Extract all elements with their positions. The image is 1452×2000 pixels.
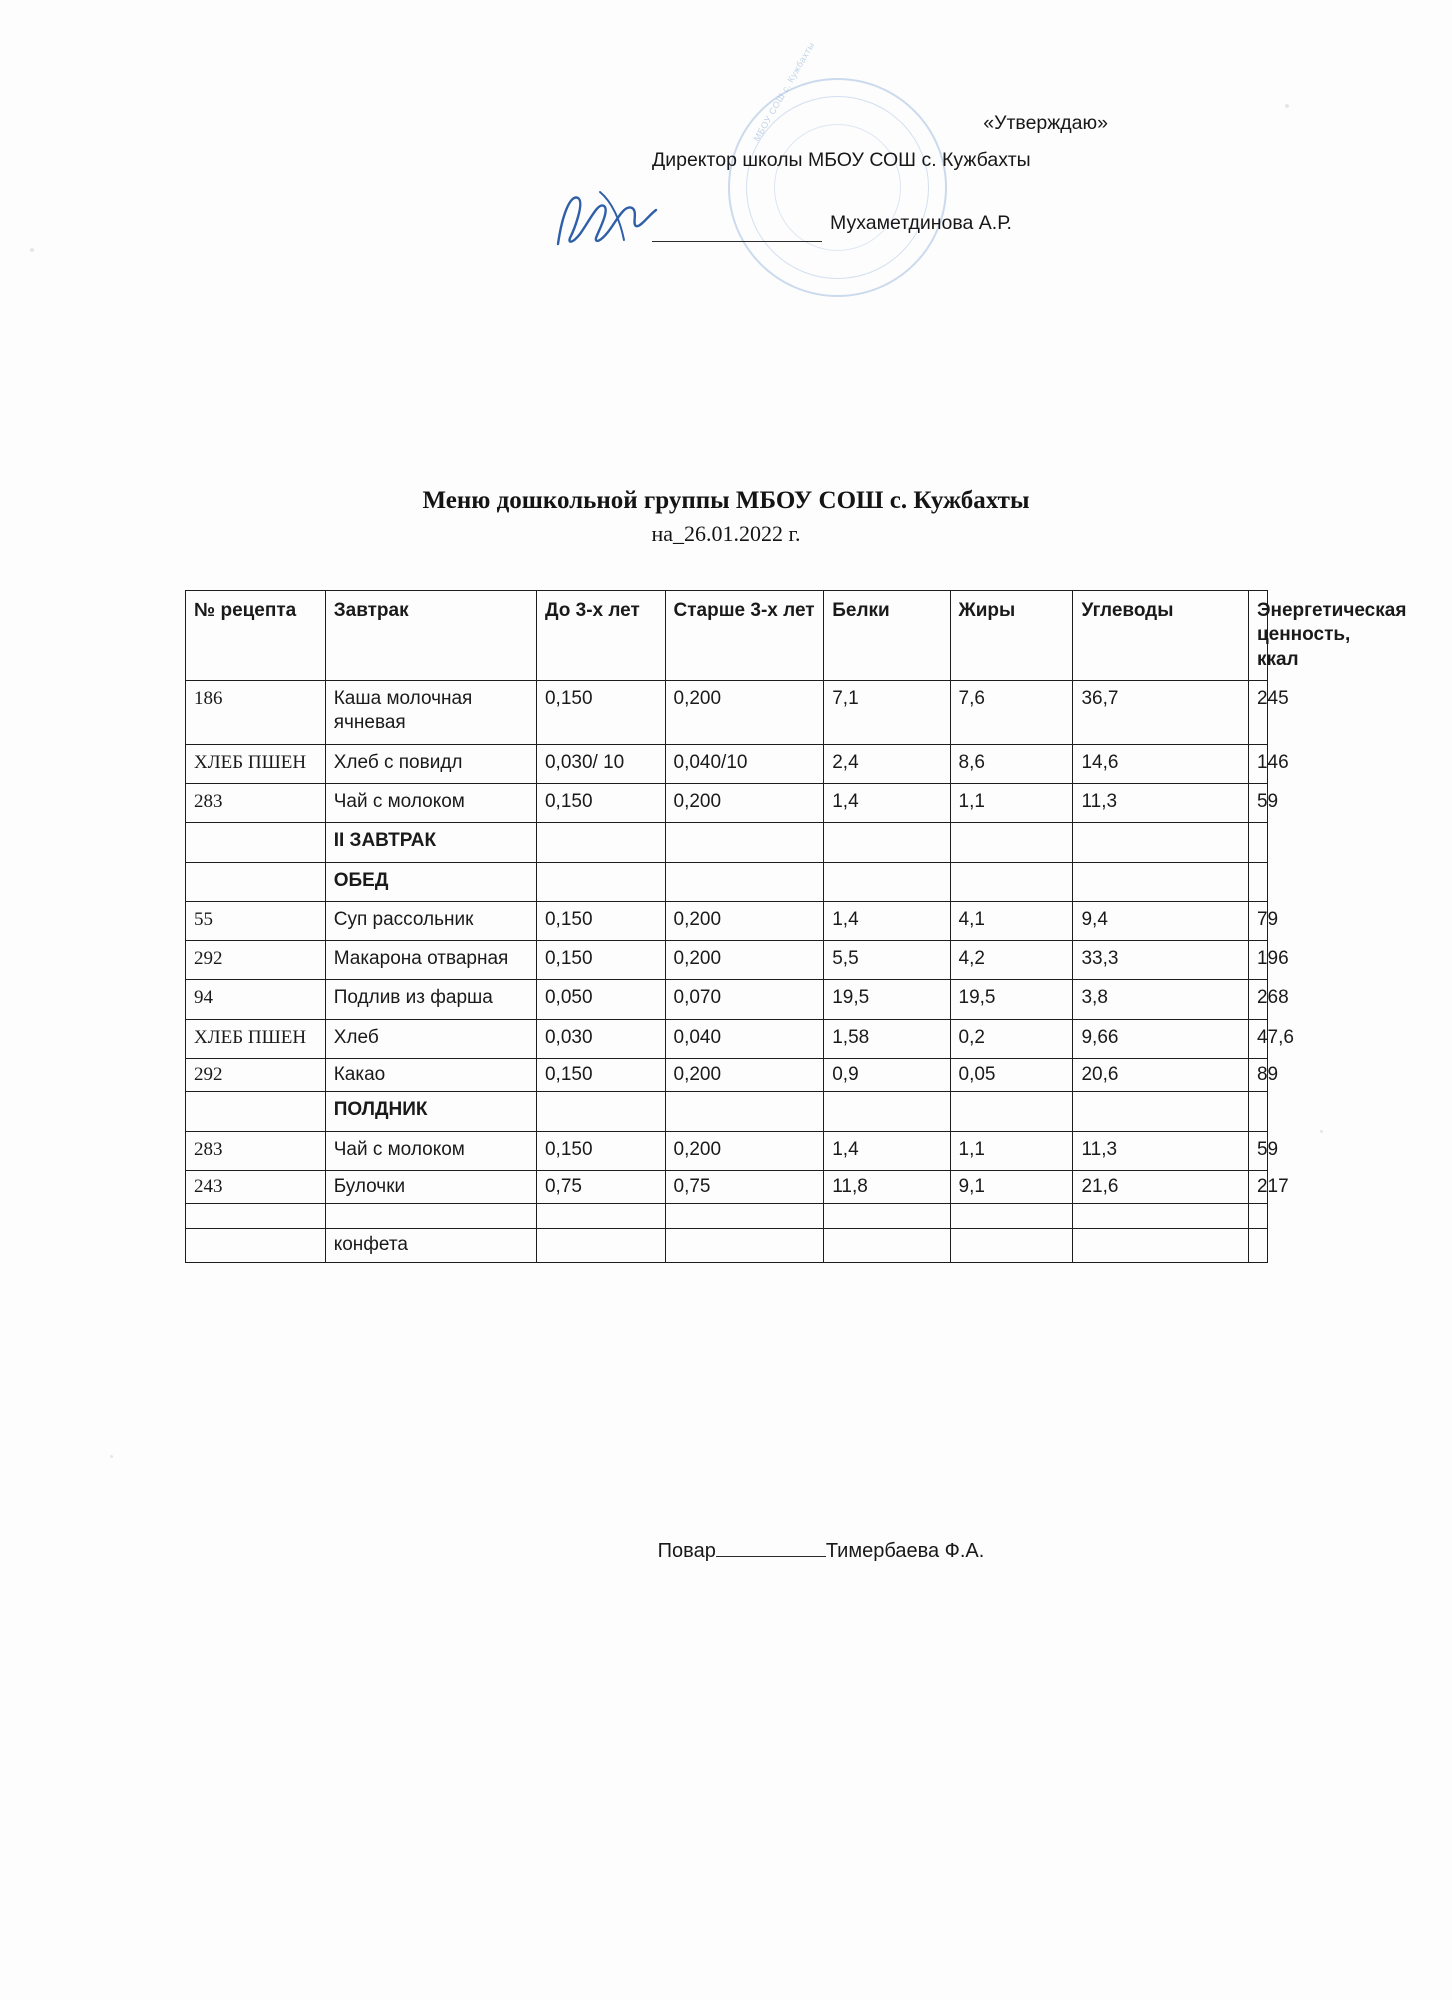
cell-dish: Чай с молоком	[325, 783, 536, 822]
cell-protein	[824, 862, 950, 901]
cell-energy: 196	[1248, 941, 1267, 980]
cell-recipe-no: 292	[186, 941, 326, 980]
cell-energy: 268	[1248, 980, 1267, 1019]
cell-protein: 7,1	[824, 680, 950, 744]
cell-protein	[824, 1092, 950, 1131]
cook-name: Тимербаева Ф.А.	[825, 1540, 985, 1562]
cell-recipe-no: 283	[186, 783, 326, 822]
cell-carbs: 3,8	[1073, 980, 1248, 1019]
cell-carbs: 14,6	[1073, 744, 1248, 783]
cell-under-3	[536, 1229, 665, 1262]
cell-energy: 217	[1248, 1171, 1267, 1204]
cell-fat: 4,2	[950, 941, 1073, 980]
cell-carbs	[1073, 1092, 1248, 1131]
cell-energy: 245	[1248, 680, 1267, 744]
col-header-energy: Энергетическая ценность, ккал	[1248, 591, 1267, 681]
cell-dish: конфета	[325, 1229, 536, 1262]
cell-fat: 1,1	[950, 783, 1073, 822]
cell-carbs: 36,7	[1073, 680, 1248, 744]
cell-protein: 1,4	[824, 901, 950, 940]
table-header-row	[186, 591, 1268, 681]
cell-dish: II ЗАВТРАК	[325, 823, 536, 862]
cell-dish: Каша молочная ячневая	[325, 680, 536, 744]
cell-under-3: 0,150	[536, 783, 665, 822]
cell-fat	[950, 823, 1073, 862]
cook-role-label: Повар	[657, 1540, 716, 1562]
cell-over-3: 0,040/10	[665, 744, 824, 783]
table-row	[186, 1204, 1268, 1229]
cell-fat: 0,2	[950, 1019, 1073, 1058]
table-row	[186, 1092, 1268, 1131]
cell-recipe-no: ХЛЕБ ПШЕН	[186, 744, 326, 783]
cell-over-3: 0,070	[665, 980, 824, 1019]
cell-energy: 79	[1248, 901, 1267, 940]
cell-dish: Чай с молоком	[325, 1131, 536, 1170]
cell-over-3	[665, 862, 824, 901]
cell-dish: Хлеб	[325, 1019, 536, 1058]
approval-block	[652, 105, 1130, 242]
cell-over-3: 0,040	[665, 1019, 824, 1058]
cell-fat: 19,5	[950, 980, 1073, 1019]
cell-recipe-no	[186, 1092, 326, 1131]
table-row	[186, 1131, 1268, 1170]
cell-carbs	[1073, 862, 1248, 901]
cell-over-3	[665, 1229, 824, 1262]
cell-over-3	[665, 1092, 824, 1131]
cell-fat	[950, 1229, 1073, 1262]
cell-over-3: 0,200	[665, 941, 824, 980]
cook-signature-line	[716, 1540, 826, 1557]
cell-protein: 19,5	[824, 980, 950, 1019]
page-title: Меню дошкольной группы МБОУ СОШ с. Кужбахты	[422, 487, 1030, 514]
cell-dish: Хлеб с повидл	[325, 744, 536, 783]
cell-protein: 11,8	[824, 1171, 950, 1204]
cell-fat: 7,6	[950, 680, 1073, 744]
signature-row	[652, 205, 1130, 242]
cell-protein: 1,4	[824, 783, 950, 822]
col-header-fat: Жиры	[950, 591, 1073, 681]
table-row	[186, 823, 1268, 862]
cell-carbs: 9,66	[1073, 1019, 1248, 1058]
cell-carbs	[1073, 1229, 1248, 1262]
cell-dish: Суп рассольник	[325, 901, 536, 940]
signature-line	[652, 221, 822, 242]
cell-dish: ПОЛДНИК	[325, 1092, 536, 1131]
cell-fat: 1,1	[950, 1131, 1073, 1170]
cell-over-3	[665, 1204, 824, 1229]
cell-dish: Какао	[325, 1059, 536, 1092]
cell-under-3: 0,150	[536, 1059, 665, 1092]
col-header-over-3: Старше 3-х лет	[665, 591, 824, 681]
cell-over-3: 0,200	[665, 1059, 824, 1092]
cell-fat	[950, 1092, 1073, 1131]
cell-dish: ОБЕД	[325, 862, 536, 901]
col-header-breakfast: Завтрак	[325, 591, 536, 681]
cell-recipe-no: 186	[186, 680, 326, 744]
cell-carbs: 21,6	[1073, 1171, 1248, 1204]
table-row	[186, 1019, 1268, 1058]
cell-under-3	[536, 862, 665, 901]
cell-energy	[1248, 823, 1267, 862]
table-row	[186, 744, 1268, 783]
table-row	[186, 901, 1268, 940]
table-row	[186, 1171, 1268, 1204]
cell-over-3: 0,200	[665, 783, 824, 822]
cell-protein	[824, 823, 950, 862]
col-header-recipe-no: № рецепта	[186, 591, 326, 681]
cell-carbs	[1073, 823, 1248, 862]
stamp-label: МБОУ СОШ с. Кужбахты	[750, 39, 816, 143]
cell-carbs	[1073, 1204, 1248, 1229]
scan-speck	[1285, 104, 1289, 108]
scan-speck	[110, 1455, 113, 1458]
cell-under-3: 0,050	[536, 980, 665, 1019]
cell-recipe-no: 94	[186, 980, 326, 1019]
table-row	[186, 941, 1268, 980]
cell-over-3: 0,200	[665, 680, 824, 744]
scan-speck	[30, 248, 34, 252]
table-row	[186, 1059, 1268, 1092]
cell-protein: 1,58	[824, 1019, 950, 1058]
cell-over-3: 0,75	[665, 1171, 824, 1204]
cell-recipe-no: 55	[186, 901, 326, 940]
cell-fat: 4,1	[950, 901, 1073, 940]
table-row	[186, 783, 1268, 822]
cell-dish: Булочки	[325, 1171, 536, 1204]
menu-table	[185, 590, 1407, 1263]
table-row	[186, 980, 1268, 1019]
cell-protein	[824, 1229, 950, 1262]
cell-protein: 0,9	[824, 1059, 950, 1092]
footer-signature-block	[0, 1540, 1452, 1563]
cell-dish	[325, 1204, 536, 1229]
cell-energy: 89	[1248, 1059, 1267, 1092]
cell-over-3	[665, 823, 824, 862]
cell-recipe-no	[186, 1229, 326, 1262]
cell-protein: 5,5	[824, 941, 950, 980]
cell-energy: 59	[1248, 783, 1267, 822]
cell-over-3: 0,200	[665, 1131, 824, 1170]
cell-protein: 2,4	[824, 744, 950, 783]
cell-fat: 0,05	[950, 1059, 1073, 1092]
cell-energy: 146	[1248, 744, 1267, 783]
approval-keyword: «Утверждаю»	[983, 112, 1108, 134]
col-header-carbs: Углеводы	[1073, 591, 1248, 681]
cell-under-3: 0,75	[536, 1171, 665, 1204]
col-header-protein: Белки	[824, 591, 950, 681]
cell-energy	[1248, 1204, 1267, 1229]
cell-energy	[1248, 1229, 1267, 1262]
cell-carbs: 11,3	[1073, 1131, 1248, 1170]
cell-dish: Подлив из фарша	[325, 980, 536, 1019]
cell-under-3: 0,150	[536, 680, 665, 744]
col-header-under-3: До 3-х лет	[536, 591, 665, 681]
cell-energy	[1248, 862, 1267, 901]
cell-recipe-no: 243	[186, 1171, 326, 1204]
cell-under-3: 0,150	[536, 1131, 665, 1170]
cell-under-3: 0,150	[536, 941, 665, 980]
cell-under-3	[536, 1204, 665, 1229]
cell-recipe-no	[186, 823, 326, 862]
cell-recipe-no: 292	[186, 1059, 326, 1092]
cell-under-3	[536, 823, 665, 862]
cell-over-3: 0,200	[665, 901, 824, 940]
cell-carbs: 20,6	[1073, 1059, 1248, 1092]
cell-recipe-no: 283	[186, 1131, 326, 1170]
cell-protein: 1,4	[824, 1131, 950, 1170]
cell-energy	[1248, 1092, 1267, 1131]
cell-fat: 8,6	[950, 744, 1073, 783]
table-row	[186, 680, 1268, 744]
cell-energy: 47,6	[1248, 1019, 1267, 1058]
cell-under-3: 0,030	[536, 1019, 665, 1058]
director-name: Мухаметдинова А.Р.	[830, 212, 1012, 235]
cell-fat: 9,1	[950, 1171, 1073, 1204]
cell-protein	[824, 1204, 950, 1229]
cell-fat	[950, 1204, 1073, 1229]
page-subtitle: на_26.01.2022 г.	[651, 521, 801, 546]
cell-recipe-no: ХЛЕБ ПШЕН	[186, 1019, 326, 1058]
scan-speck	[1320, 1130, 1323, 1133]
approval-director-line: Директор школы МБОУ СОШ с. Кужбахты	[652, 149, 1031, 172]
menu-table-wrapper	[185, 590, 1407, 1263]
cell-under-3: 0,150	[536, 901, 665, 940]
table-row	[186, 1229, 1268, 1262]
cell-recipe-no	[186, 1204, 326, 1229]
cell-recipe-no	[186, 862, 326, 901]
cell-energy: 59	[1248, 1131, 1267, 1170]
cell-fat	[950, 862, 1073, 901]
cell-under-3: 0,030/ 10	[536, 744, 665, 783]
cell-carbs: 33,3	[1073, 941, 1248, 980]
cell-carbs: 11,3	[1073, 783, 1248, 822]
table-row	[186, 862, 1268, 901]
cell-under-3	[536, 1092, 665, 1131]
cell-dish: Макарона отварная	[325, 941, 536, 980]
cell-carbs: 9,4	[1073, 901, 1248, 940]
cook-signature-row	[658, 1540, 985, 1563]
